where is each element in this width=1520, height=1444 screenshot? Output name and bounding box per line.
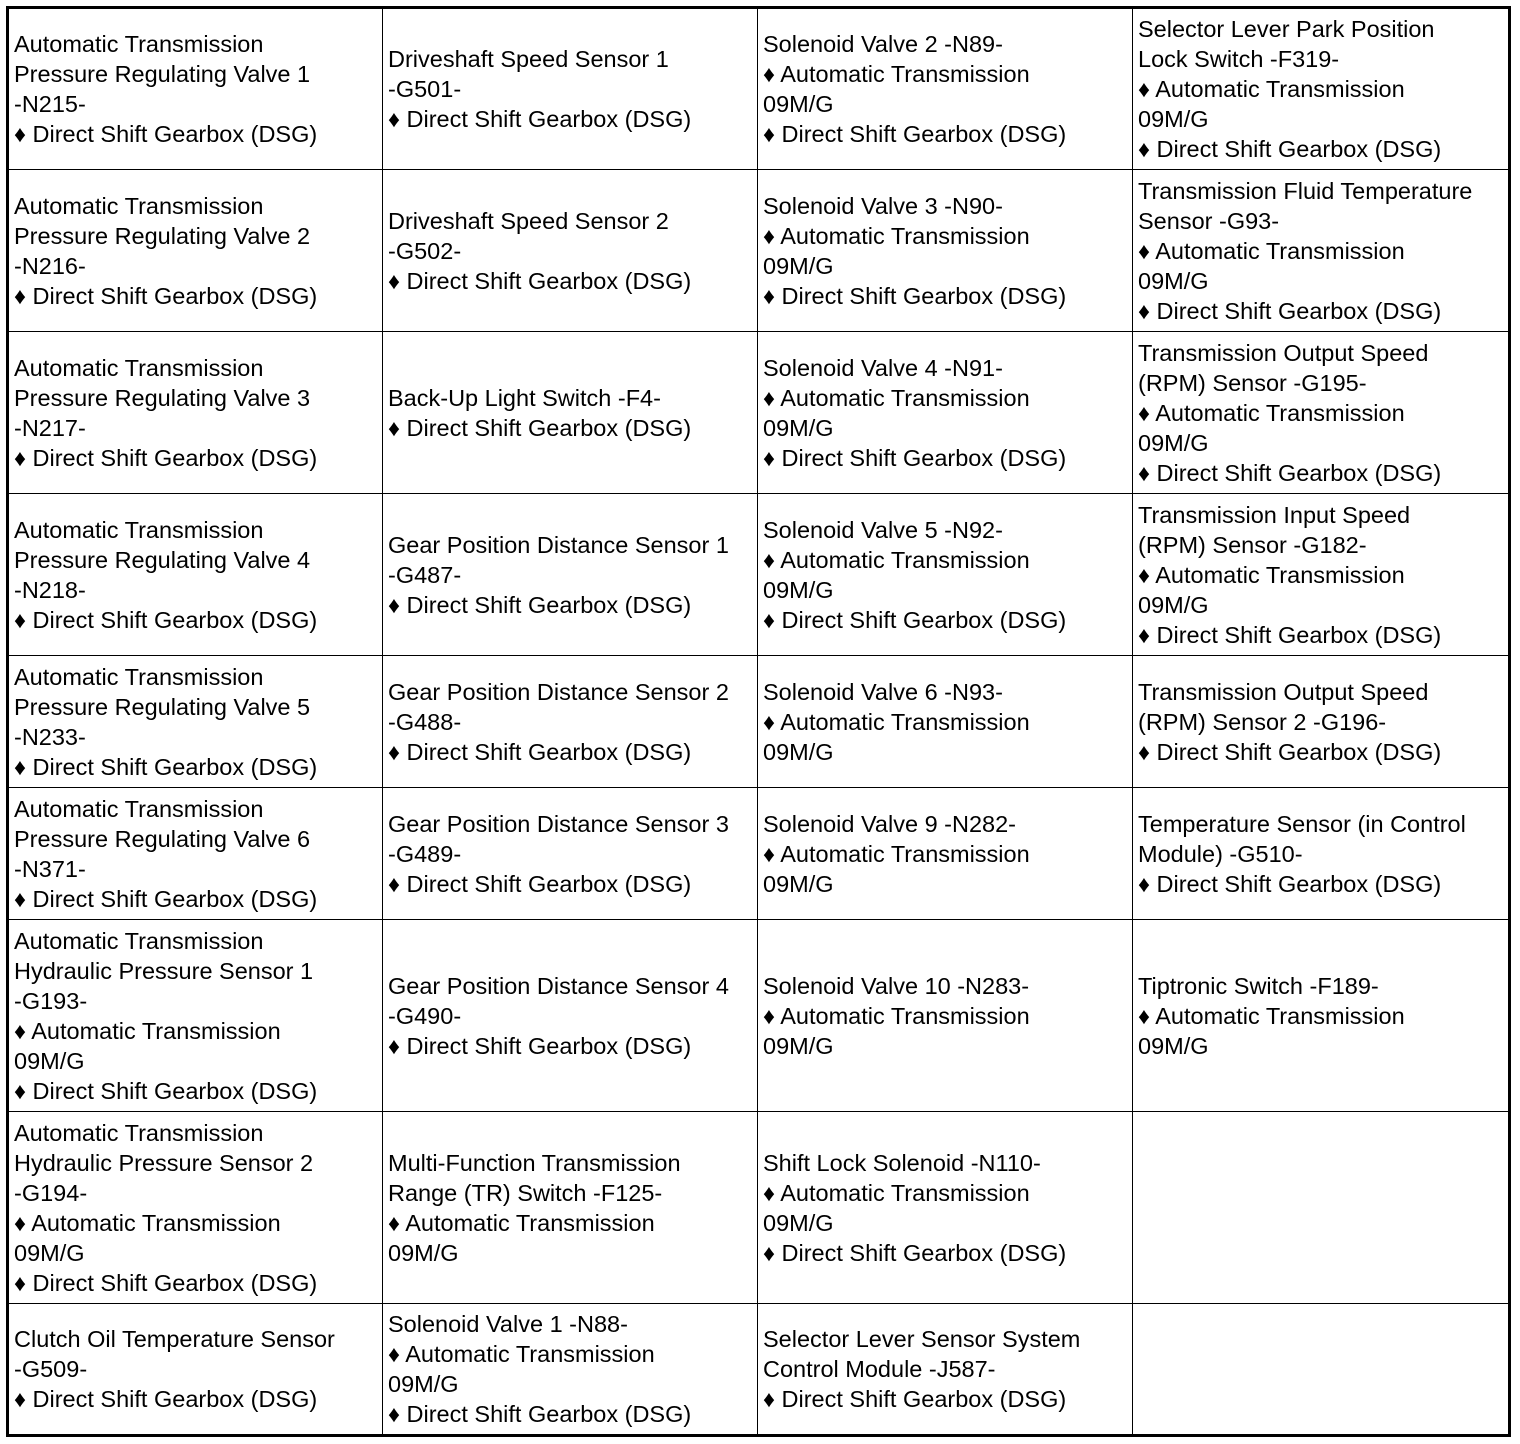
cell-text-line: ♦ Direct Shift Gearbox (DSG)	[1138, 459, 1442, 486]
cell-text-line: ♦ Direct Shift Gearbox (DSG)	[763, 444, 1067, 471]
table-cell	[383, 788, 758, 920]
cell-text-line: ♦ Direct Shift Gearbox (DSG)	[14, 885, 318, 912]
cell-text-line: ♦ Automatic Transmission	[388, 1209, 655, 1236]
cell-text-line: Clutch Oil Temperature Sensor	[14, 1326, 335, 1352]
cell-text-line: Hydraulic Pressure Sensor 2	[14, 1149, 314, 1176]
cell-text-line: ♦ Direct Shift Gearbox (DSG)	[763, 1386, 1067, 1412]
table-cell	[8, 494, 383, 656]
cell-text-line: Solenoid Valve 6 -N93-	[763, 678, 1003, 705]
cell-text-line: -N218-	[14, 576, 86, 603]
cell-text-line: Control Module -J587-	[763, 1356, 996, 1382]
cell-text-line: 09M/G	[1138, 106, 1209, 132]
cell-text-line: Driveshaft Speed Sensor 2	[388, 207, 669, 234]
cell-text-line: ♦ Automatic Transmission	[388, 1341, 655, 1367]
table-row	[8, 8, 1510, 170]
cell-text-line: 09M/G	[14, 1239, 85, 1266]
cell-text-line: ♦ Direct Shift Gearbox (DSG)	[763, 121, 1067, 147]
cell-text-line: ♦ Automatic Transmission	[763, 1002, 1030, 1029]
table-row	[8, 656, 1510, 788]
table-row	[8, 1304, 1510, 1436]
table-cell	[1133, 8, 1510, 170]
table-cell	[383, 656, 758, 788]
cell-text-line: ♦ Automatic Transmission	[1138, 76, 1405, 102]
table-cell	[758, 332, 1133, 494]
cell-text-line: ♦ Direct Shift Gearbox (DSG)	[388, 267, 692, 294]
table-cell	[8, 8, 383, 170]
cell-text-line: Sensor -G93-	[1138, 207, 1280, 234]
cell-text-line: Multi-Function Transmission	[388, 1149, 681, 1176]
cell-text-line: 09M/G	[763, 91, 834, 117]
table-cell	[383, 8, 758, 170]
table-body	[8, 8, 1510, 1436]
cell-text-line: 09M/G	[763, 252, 834, 279]
cell-text-line: Temperature Sensor (in Control	[1138, 810, 1466, 837]
table-cell	[383, 920, 758, 1112]
cell-text-line: Pressure Regulating Valve 5	[14, 693, 311, 720]
cell-text-line: Solenoid Valve 10 -N283-	[763, 972, 1030, 999]
cell-text-line: -G501-	[388, 76, 462, 102]
cell-text-line: -G502-	[388, 237, 462, 264]
cell-text-line: Automatic Transmission	[14, 1119, 264, 1146]
cell-text-line: -G194-	[14, 1179, 88, 1206]
cell-text-line: ♦ Direct Shift Gearbox (DSG)	[14, 282, 318, 309]
cell-text-line: ♦ Direct Shift Gearbox (DSG)	[14, 1386, 318, 1412]
cell-text-line: ♦ Automatic Transmission	[763, 222, 1030, 249]
cell-text-line: Gear Position Distance Sensor 3	[388, 810, 729, 837]
cell-text-line: ♦ Direct Shift Gearbox (DSG)	[763, 606, 1067, 633]
table-cell	[758, 1304, 1133, 1436]
cell-text-line: Gear Position Distance Sensor 2	[388, 678, 729, 705]
cell-text-line: Selector Lever Park Position	[1138, 16, 1435, 42]
cell-text-line: -G509-	[14, 1356, 88, 1382]
cell-text-line: ♦ Direct Shift Gearbox (DSG)	[388, 414, 692, 441]
cell-text-line: Gear Position Distance Sensor 4	[388, 972, 729, 999]
table-row	[8, 332, 1510, 494]
cell-text-line: ♦ Automatic Transmission	[1138, 561, 1405, 588]
table-cell	[383, 494, 758, 656]
cell-text-line: 09M/G	[388, 1239, 459, 1266]
component-table-container	[6, 6, 1511, 1437]
cell-text-line: Range (TR) Switch -F125-	[388, 1179, 663, 1206]
cell-text-line: Solenoid Valve 5 -N92-	[763, 516, 1003, 543]
cell-text-line: ♦ Direct Shift Gearbox (DSG)	[388, 870, 692, 897]
table-cell	[1133, 920, 1510, 1112]
table-cell	[383, 1304, 758, 1436]
cell-text-line: ♦ Direct Shift Gearbox (DSG)	[1138, 870, 1442, 897]
cell-text-line: Automatic Transmission	[14, 516, 264, 543]
cell-text-line: ♦ Direct Shift Gearbox (DSG)	[388, 591, 692, 618]
cell-text-line: Pressure Regulating Valve 4	[14, 546, 311, 573]
cell-text-line: 09M/G	[763, 414, 834, 441]
table-cell	[758, 494, 1133, 656]
table-row	[8, 788, 1510, 920]
cell-text-line: -G489-	[388, 840, 462, 867]
cell-text-line: Transmission Input Speed	[1138, 501, 1411, 528]
table-cell	[1133, 1112, 1510, 1304]
cell-text-line: (RPM) Sensor -G195-	[1138, 369, 1367, 396]
cell-text-line: (RPM) Sensor 2 -G196-	[1138, 708, 1387, 735]
cell-text-line: ♦ Automatic Transmission	[763, 1179, 1030, 1206]
cell-text-line: Transmission Fluid Temperature	[1138, 177, 1473, 204]
cell-text-line: -G193-	[14, 987, 88, 1014]
cell-text-line: ♦ Automatic Transmission	[14, 1209, 281, 1236]
cell-text-line: Automatic Transmission	[14, 663, 264, 690]
cell-text-line: Gear Position Distance Sensor 1	[388, 531, 729, 558]
cell-text-line: Back-Up Light Switch -F4-	[388, 384, 661, 411]
table-cell	[1133, 494, 1510, 656]
cell-text-line: ♦ Direct Shift Gearbox (DSG)	[14, 444, 318, 471]
table-row	[8, 494, 1510, 656]
cell-text-line: Solenoid Valve 2 -N89-	[763, 31, 1003, 57]
cell-text-line: ♦ Direct Shift Gearbox (DSG)	[763, 1239, 1067, 1266]
cell-text-line: 09M/G	[1138, 1032, 1209, 1059]
cell-text-line: Pressure Regulating Valve 6	[14, 825, 311, 852]
table-cell	[383, 1112, 758, 1304]
table-cell	[758, 1112, 1133, 1304]
cell-text-line: ♦ Automatic Transmission	[763, 840, 1030, 867]
cell-text-line: ♦ Direct Shift Gearbox (DSG)	[14, 121, 318, 147]
cell-text-line: Selector Lever Sensor System	[763, 1326, 1081, 1352]
table-cell	[758, 170, 1133, 332]
cell-text-line: ♦ Automatic Transmission	[1138, 1002, 1405, 1029]
cell-text-line: Module) -G510-	[1138, 840, 1303, 867]
cell-text-line: -N233-	[14, 723, 86, 750]
cell-text-line: ♦ Automatic Transmission	[763, 61, 1030, 87]
cell-text-line: ♦ Automatic Transmission	[763, 546, 1030, 573]
table-cell	[8, 1304, 383, 1436]
table-cell	[758, 656, 1133, 788]
table-cell	[8, 788, 383, 920]
cell-text-line: Solenoid Valve 3 -N90-	[763, 192, 1003, 219]
cell-text-line: -N371-	[14, 855, 86, 882]
cell-text-line: Automatic Transmission	[14, 927, 264, 954]
table-cell	[8, 656, 383, 788]
cell-text-line: -N216-	[14, 252, 86, 279]
cell-text-line: Pressure Regulating Valve 3	[14, 384, 311, 411]
table-cell	[8, 1112, 383, 1304]
cell-text-line: ♦ Direct Shift Gearbox (DSG)	[14, 1269, 318, 1296]
cell-text-line: Automatic Transmission	[14, 192, 264, 219]
cell-text-line: 09M/G	[763, 870, 834, 897]
cell-text-line: Hydraulic Pressure Sensor 1	[14, 957, 314, 984]
cell-text-line: Solenoid Valve 1 -N88-	[388, 1311, 628, 1337]
table-cell	[1133, 656, 1510, 788]
cell-text-line: ♦ Direct Shift Gearbox (DSG)	[388, 1401, 692, 1427]
table-cell	[1133, 788, 1510, 920]
cell-text-line: Solenoid Valve 9 -N282-	[763, 810, 1016, 837]
cell-text-line: Automatic Transmission	[14, 795, 264, 822]
cell-text-line: ♦ Automatic Transmission	[763, 708, 1030, 735]
cell-text-line: 09M/G	[388, 1371, 459, 1397]
table-cell	[758, 788, 1133, 920]
cell-text-line: 09M/G	[1138, 267, 1209, 294]
cell-text-line: 09M/G	[763, 738, 834, 765]
table-cell	[8, 170, 383, 332]
cell-text-line: ♦ Direct Shift Gearbox (DSG)	[14, 753, 318, 780]
cell-text-line: ♦ Automatic Transmission	[14, 1017, 281, 1044]
cell-text-line: 09M/G	[14, 1047, 85, 1074]
cell-text-line: Lock Switch -F319-	[1138, 46, 1340, 72]
cell-text-line: -N217-	[14, 414, 86, 441]
cell-text-line: Driveshaft Speed Sensor 1	[388, 46, 669, 72]
table-cell	[8, 920, 383, 1112]
cell-text-line: Automatic Transmission	[14, 354, 264, 381]
table-cell	[383, 332, 758, 494]
cell-text-line: Solenoid Valve 4 -N91-	[763, 354, 1003, 381]
table-cell	[1133, 1304, 1510, 1436]
table-row	[8, 1112, 1510, 1304]
cell-text-line: -G490-	[388, 1002, 462, 1029]
cell-text-line: (RPM) Sensor -G182-	[1138, 531, 1367, 558]
cell-text-line: ♦ Direct Shift Gearbox (DSG)	[1138, 738, 1442, 765]
cell-text-line: ♦ Direct Shift Gearbox (DSG)	[1138, 297, 1442, 324]
table-cell	[758, 920, 1133, 1112]
table-row	[8, 170, 1510, 332]
cell-text-line: ♦ Automatic Transmission	[1138, 399, 1405, 426]
cell-text-line: Tiptronic Switch -F189-	[1138, 972, 1379, 999]
cell-text-line: ♦ Direct Shift Gearbox (DSG)	[388, 738, 692, 765]
cell-text-line: ♦ Automatic Transmission	[763, 384, 1030, 411]
cell-text-line: Shift Lock Solenoid -N110-	[763, 1149, 1041, 1176]
cell-text-line: Pressure Regulating Valve 1	[14, 61, 311, 87]
cell-text-line: 09M/G	[763, 576, 834, 603]
cell-text-line: ♦ Direct Shift Gearbox (DSG)	[1138, 621, 1442, 648]
cell-text-line: Pressure Regulating Valve 2	[14, 222, 311, 249]
table-cell	[758, 8, 1133, 170]
table-cell	[1133, 170, 1510, 332]
cell-text-line: 09M/G	[763, 1209, 834, 1236]
cell-text-line: ♦ Direct Shift Gearbox (DSG)	[388, 106, 692, 132]
table-cell	[1133, 332, 1510, 494]
cell-text-line: ♦ Direct Shift Gearbox (DSG)	[763, 282, 1067, 309]
cell-text-line: 09M/G	[1138, 591, 1209, 618]
component-index-table	[6, 6, 1511, 1437]
cell-text-line: ♦ Direct Shift Gearbox (DSG)	[14, 606, 318, 633]
cell-text-line: Transmission Output Speed	[1138, 678, 1429, 705]
cell-text-line: Transmission Output Speed	[1138, 339, 1429, 366]
cell-text-line: ♦ Direct Shift Gearbox (DSG)	[1138, 136, 1442, 162]
cell-text-line: -G488-	[388, 708, 462, 735]
cell-text-line: ♦ Direct Shift Gearbox (DSG)	[14, 1077, 318, 1104]
table-cell	[8, 332, 383, 494]
cell-text-line: 09M/G	[763, 1032, 834, 1059]
cell-text-line: ♦ Direct Shift Gearbox (DSG)	[388, 1032, 692, 1059]
table-row	[8, 920, 1510, 1112]
cell-text-line: Automatic Transmission	[14, 31, 264, 57]
cell-text-line: 09M/G	[1138, 429, 1209, 456]
cell-text-line: ♦ Automatic Transmission	[1138, 237, 1405, 264]
cell-text-line: -N215-	[14, 91, 86, 117]
table-cell	[383, 170, 758, 332]
cell-text-line: -G487-	[388, 561, 462, 588]
